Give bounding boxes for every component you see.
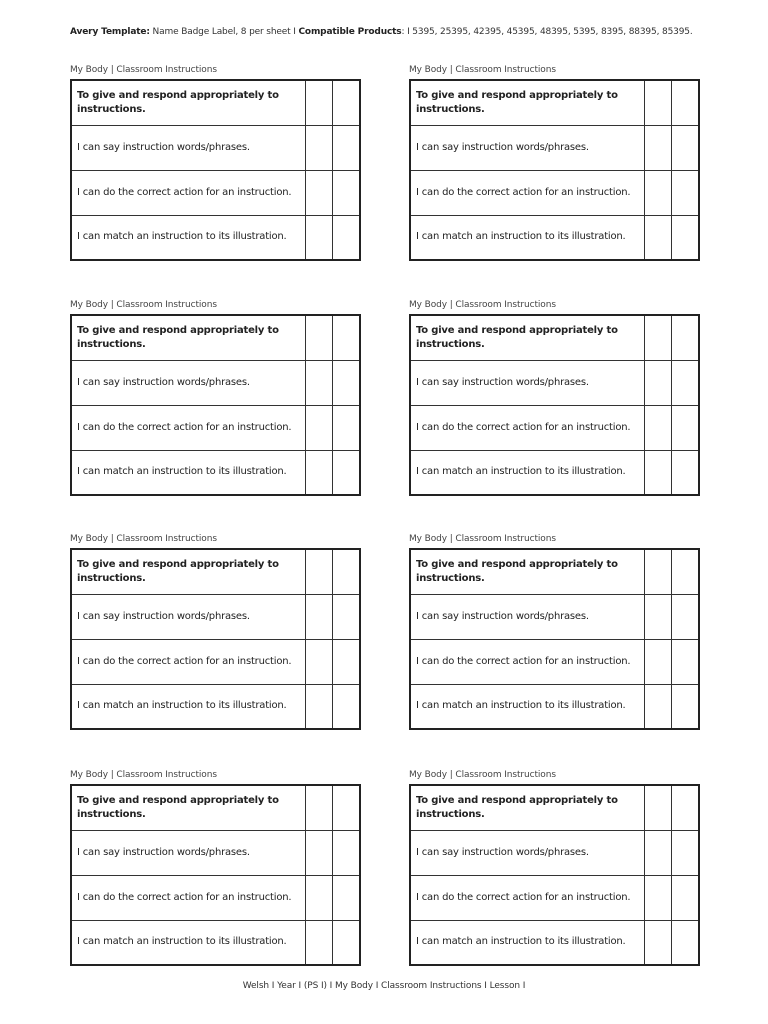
criteria-row (410, 920, 699, 965)
check-box-cell[interactable] (672, 125, 700, 170)
check-box-cell[interactable] (306, 684, 333, 729)
check-box-cell[interactable] (672, 315, 700, 360)
check-box-cell[interactable] (672, 450, 700, 495)
assessment-table (70, 548, 361, 730)
criteria-text: I can say instruction words/phrases. (410, 360, 645, 405)
compatible-products-label: Compatible Products (298, 27, 402, 37)
check-box-cell[interactable] (306, 594, 333, 639)
criteria-row (71, 639, 360, 684)
criteria-row (410, 875, 699, 920)
template-label: Avery Template: (70, 27, 150, 37)
criteria-row (71, 450, 360, 495)
avery-template-header (70, 27, 693, 37)
check-box-cell[interactable] (645, 549, 672, 594)
check-box-cell[interactable] (672, 215, 700, 260)
badge-label (70, 533, 359, 730)
label-title: My Body | Classroom Instructions (409, 534, 556, 544)
check-box-cell[interactable] (645, 405, 672, 450)
badge-label (70, 299, 359, 496)
objective-row (71, 315, 360, 360)
check-box-cell[interactable] (333, 875, 361, 920)
check-box-cell[interactable] (333, 639, 361, 684)
check-box-cell[interactable] (333, 125, 361, 170)
check-box-cell[interactable] (306, 360, 333, 405)
criteria-row (410, 125, 699, 170)
check-box-cell[interactable] (672, 920, 700, 965)
badge-label (409, 299, 698, 496)
label-title: My Body | Classroom Instructions (70, 65, 217, 75)
check-box-cell[interactable] (306, 785, 333, 830)
check-box-cell[interactable] (306, 450, 333, 495)
check-box-cell[interactable] (672, 639, 700, 684)
criteria-row (410, 360, 699, 405)
criteria-text: I can match an instruction to its illustration. (410, 920, 645, 965)
check-box-cell[interactable] (306, 315, 333, 360)
label-title: My Body | Classroom Instructions (409, 65, 556, 75)
criteria-row (71, 125, 360, 170)
check-box-cell[interactable] (645, 875, 672, 920)
assessment-table (409, 548, 700, 730)
criteria-text: I can do the correct action for an instruction. (71, 170, 306, 215)
badge-label (409, 533, 698, 730)
badge-label (70, 769, 359, 966)
assessment-table (409, 79, 700, 261)
criteria-row (410, 170, 699, 215)
objective-row (71, 549, 360, 594)
criteria-row (71, 405, 360, 450)
criteria-text: I can say instruction words/phrases. (71, 830, 306, 875)
check-box-cell[interactable] (645, 785, 672, 830)
check-box-cell[interactable] (333, 785, 361, 830)
criteria-text: I can do the correct action for an instruction. (71, 875, 306, 920)
check-box-cell[interactable] (333, 920, 361, 965)
criteria-text: I can do the correct action for an instruction. (71, 405, 306, 450)
criteria-text: I can say instruction words/phrases. (410, 830, 645, 875)
assessment-table (70, 79, 361, 261)
objective-text: To give and respond appropriately to instructions. (71, 80, 306, 125)
criteria-row (71, 920, 360, 965)
objective-row (410, 549, 699, 594)
label-title: My Body | Classroom Instructions (409, 300, 556, 310)
check-box-cell[interactable] (672, 830, 700, 875)
check-box-cell[interactable] (306, 215, 333, 260)
objective-text: To give and respond appropriately to instructions. (410, 315, 645, 360)
criteria-text: I can match an instruction to its illustration. (71, 684, 306, 729)
check-box-cell[interactable] (333, 594, 361, 639)
check-box-cell[interactable] (672, 594, 700, 639)
objective-text: To give and respond appropriately to instructions. (71, 315, 306, 360)
objective-text: To give and respond appropriately to instructions. (71, 785, 306, 830)
badge-label (409, 64, 698, 261)
check-box-cell[interactable] (333, 549, 361, 594)
criteria-row (410, 450, 699, 495)
criteria-text: I can match an instruction to its illustration. (71, 450, 306, 495)
check-box-cell[interactable] (645, 125, 672, 170)
criteria-row (410, 594, 699, 639)
check-box-cell[interactable] (672, 875, 700, 920)
check-box-cell[interactable] (645, 215, 672, 260)
label-title: My Body | Classroom Instructions (409, 770, 556, 780)
check-box-cell[interactable] (672, 80, 700, 125)
check-box-cell[interactable] (645, 920, 672, 965)
page-footer: Welsh I Year I (PS I) I My Body I Classroom Instructions I Lesson I (242, 981, 526, 991)
criteria-row (410, 684, 699, 729)
criteria-text: I can match an instruction to its illustration. (71, 215, 306, 260)
check-box-cell[interactable] (672, 405, 700, 450)
check-box-cell[interactable] (645, 639, 672, 684)
criteria-text: I can say instruction words/phrases. (71, 125, 306, 170)
criteria-text: I can do the correct action for an instruction. (410, 170, 645, 215)
check-box-cell[interactable] (306, 875, 333, 920)
check-box-cell[interactable] (645, 830, 672, 875)
check-box-cell[interactable] (672, 549, 700, 594)
check-box-cell[interactable] (333, 170, 361, 215)
criteria-row (71, 875, 360, 920)
label-title: My Body | Classroom Instructions (70, 534, 217, 544)
criteria-row (410, 405, 699, 450)
assessment-table (70, 784, 361, 966)
criteria-row (71, 594, 360, 639)
label-title: My Body | Classroom Instructions (70, 300, 217, 310)
check-box-cell[interactable] (672, 684, 700, 729)
criteria-text: I can say instruction words/phrases. (410, 125, 645, 170)
check-box-cell[interactable] (333, 450, 361, 495)
criteria-row (71, 684, 360, 729)
check-box-cell[interactable] (333, 360, 361, 405)
check-box-cell[interactable] (645, 170, 672, 215)
criteria-text: I can say instruction words/phrases. (410, 594, 645, 639)
objective-text: To give and respond appropriately to instructions. (410, 80, 645, 125)
assessment-table (409, 314, 700, 496)
check-box-cell[interactable] (306, 80, 333, 125)
criteria-text: I can do the correct action for an instruction. (410, 875, 645, 920)
objective-text: To give and respond appropriately to instructions. (71, 549, 306, 594)
check-box-cell[interactable] (672, 360, 700, 405)
criteria-text: I can do the correct action for an instruction. (410, 405, 645, 450)
check-box-cell[interactable] (333, 684, 361, 729)
check-box-cell[interactable] (333, 315, 361, 360)
criteria-text: I can match an instruction to its illustration. (410, 450, 645, 495)
criteria-row (71, 360, 360, 405)
criteria-row (71, 830, 360, 875)
badge-label (409, 769, 698, 966)
check-box-cell[interactable] (333, 80, 361, 125)
criteria-text: I can match an instruction to its illustration. (71, 920, 306, 965)
check-box-cell[interactable] (306, 830, 333, 875)
check-box-cell[interactable] (645, 80, 672, 125)
badge-label (70, 64, 359, 261)
check-box-cell[interactable] (645, 684, 672, 729)
assessment-table (409, 784, 700, 966)
label-title: My Body | Classroom Instructions (70, 770, 217, 780)
criteria-row (410, 639, 699, 684)
check-box-cell[interactable] (333, 215, 361, 260)
check-box-cell[interactable] (306, 920, 333, 965)
objective-text: To give and respond appropriately to instructions. (410, 549, 645, 594)
criteria-row (410, 830, 699, 875)
check-box-cell[interactable] (306, 170, 333, 215)
objective-row (410, 80, 699, 125)
objective-row (71, 785, 360, 830)
criteria-row (71, 215, 360, 260)
objective-row (410, 785, 699, 830)
criteria-text: I can do the correct action for an instruction. (71, 639, 306, 684)
criteria-text: I can say instruction words/phrases. (71, 594, 306, 639)
criteria-row (71, 170, 360, 215)
objective-row (410, 315, 699, 360)
template-value: Name Badge Label, 8 per sheet I (149, 27, 299, 37)
objective-row (71, 80, 360, 125)
criteria-row (410, 215, 699, 260)
assessment-table (70, 314, 361, 496)
check-box-cell[interactable] (306, 405, 333, 450)
compatible-products-value: : I 5395, 25395, 42395, 45395, 48395, 5395, 8395, 88395, 85395. (401, 27, 693, 37)
check-box-cell[interactable] (645, 450, 672, 495)
criteria-text: I can match an instruction to its illustration. (410, 684, 645, 729)
criteria-text: I can match an instruction to its illustration. (410, 215, 645, 260)
check-box-cell[interactable] (333, 405, 361, 450)
criteria-text: I can say instruction words/phrases. (71, 360, 306, 405)
check-box-cell[interactable] (672, 785, 700, 830)
check-box-cell[interactable] (333, 830, 361, 875)
check-box-cell[interactable] (645, 315, 672, 360)
check-box-cell[interactable] (645, 594, 672, 639)
check-box-cell[interactable] (306, 639, 333, 684)
objective-text: To give and respond appropriately to instructions. (410, 785, 645, 830)
check-box-cell[interactable] (306, 549, 333, 594)
criteria-text: I can do the correct action for an instruction. (410, 639, 645, 684)
check-box-cell[interactable] (672, 170, 700, 215)
check-box-cell[interactable] (306, 125, 333, 170)
check-box-cell[interactable] (645, 360, 672, 405)
